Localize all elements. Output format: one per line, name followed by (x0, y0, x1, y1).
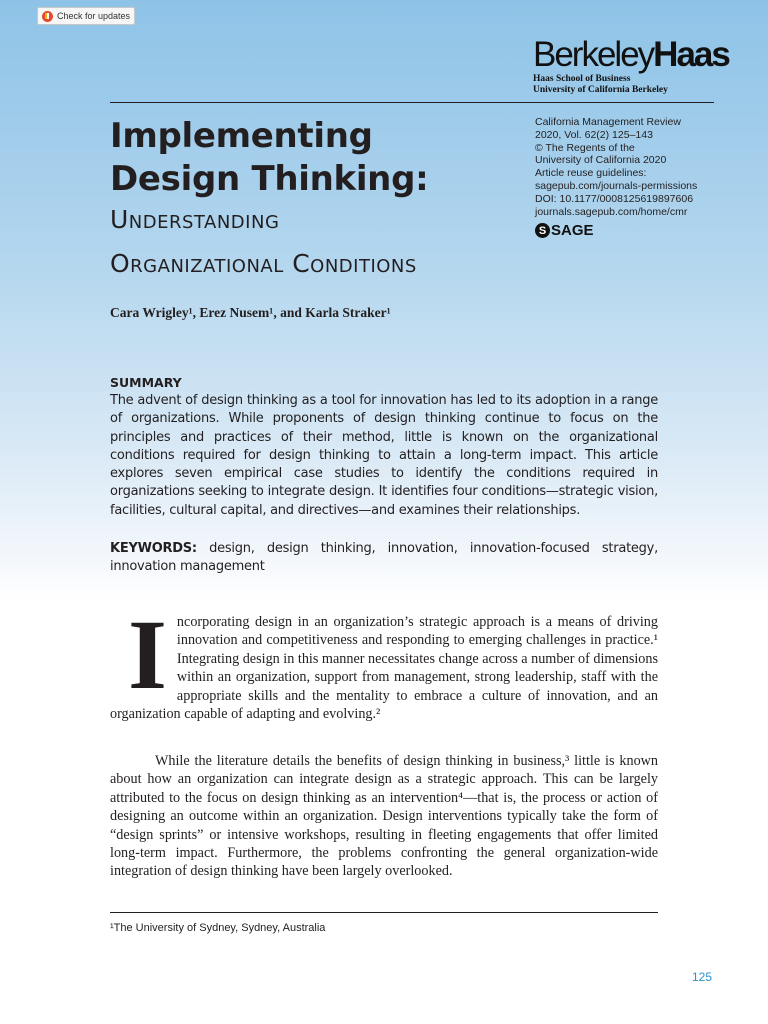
logo-word-regular: Berkeley (533, 35, 654, 74)
sage-s-icon: S (535, 223, 550, 238)
page-number: 125 (692, 970, 713, 984)
journal-name: California Management Review (535, 116, 681, 128)
crossmark-icon (42, 11, 53, 22)
check-for-updates-button[interactable] (37, 7, 135, 25)
affiliation-footnote: ¹The University of Sydney, Sydney, Australia (110, 922, 326, 934)
journal-link[interactable]: journals.sagepub.com/home/cmr (535, 205, 688, 218)
summary-text: The advent of design thinking as a tool for innovation has led to its adoption in a range of organizations. While proponents of design thinking continue to focus on the principles and practices of their method, little is known on the organizational conditions required for design thinking to attain a long-term impact. This article explores seven empirical case studies to identify the conditions required in organizations seeking to integrate design. It identifies four conditions—strategic vision, facilities, cultural capital, and directives—and examines their relationships. (110, 393, 658, 518)
logo-wordmark (533, 35, 729, 74)
article-subtitle-line1: Understanding (110, 205, 280, 234)
publication-info (535, 116, 725, 218)
drop-cap: I (128, 599, 167, 710)
reuse-link[interactable]: sagepub.com/journals-permissions (535, 179, 698, 192)
logo-school-line: Haas School of Business (533, 74, 631, 84)
body-paragraph-1 (110, 599, 658, 723)
copyright-line: © The Regents of the (535, 141, 635, 154)
keywords-text: design, design thinking, innovation, innovation-focused strategy, innovation management (110, 541, 658, 575)
footnote-divider (110, 912, 658, 913)
reuse-guidelines: Article reuse guidelines: (535, 167, 647, 180)
sage-logo (535, 222, 594, 239)
logo-word-bold: Haas (653, 35, 729, 74)
berkeley-haas-logo (533, 35, 729, 96)
header-divider (110, 102, 714, 103)
body-paragraph-2: While the literature details the benefits of design thinking in business,³ little is known about how an organization can integrate design as a strategic approach. This can be largely attributed to the focus on design thinking as an intervention⁴—that is, the process or action of designing an outcome within an organization. Design interventions typically take the form of “design sprints” or intensive workshops, resulting in fleeting engagements that offer limited long-term impact. Furthermore, the problems confronting the general organization-wide integration of design thinking have been largely overlooked. (110, 753, 658, 880)
check-for-updates-label: Check for updates (57, 11, 131, 21)
body-paragraph-1-text: ncorporating design in an organization’s strategic approach is a means of driving innovation and competitiveness and responding to emerging challenges in practice.¹ Integrating design in this manner necessitates change across a number of dimensions within an organization, support from management, strong leadership, staff with the appropriate skills and the mentality to embrace a culture of innovation, and an organization capable of adapting and evolving.² (110, 614, 658, 723)
logo-university-line: University of California Berkeley (533, 85, 668, 95)
doi[interactable]: DOI: 10.1177/0008125619897606 (535, 192, 694, 205)
volume-info: 2020, Vol. 62(2) 125–143 (535, 128, 653, 141)
keywords (110, 540, 658, 577)
copyright-line-2: University of California 2020 (535, 154, 667, 167)
sage-logo-text: SAGE (551, 222, 594, 239)
keywords-label: KEYWORDS: (110, 541, 197, 556)
article-subtitle-line2: Organizational Conditions (110, 249, 417, 278)
summary-heading: SUMMARY (110, 375, 182, 390)
article-title: Implementing Design Thinking: (110, 116, 429, 199)
author-list: Cara Wrigley¹, Erez Nusem¹, and Karla Straker¹ (110, 305, 391, 320)
